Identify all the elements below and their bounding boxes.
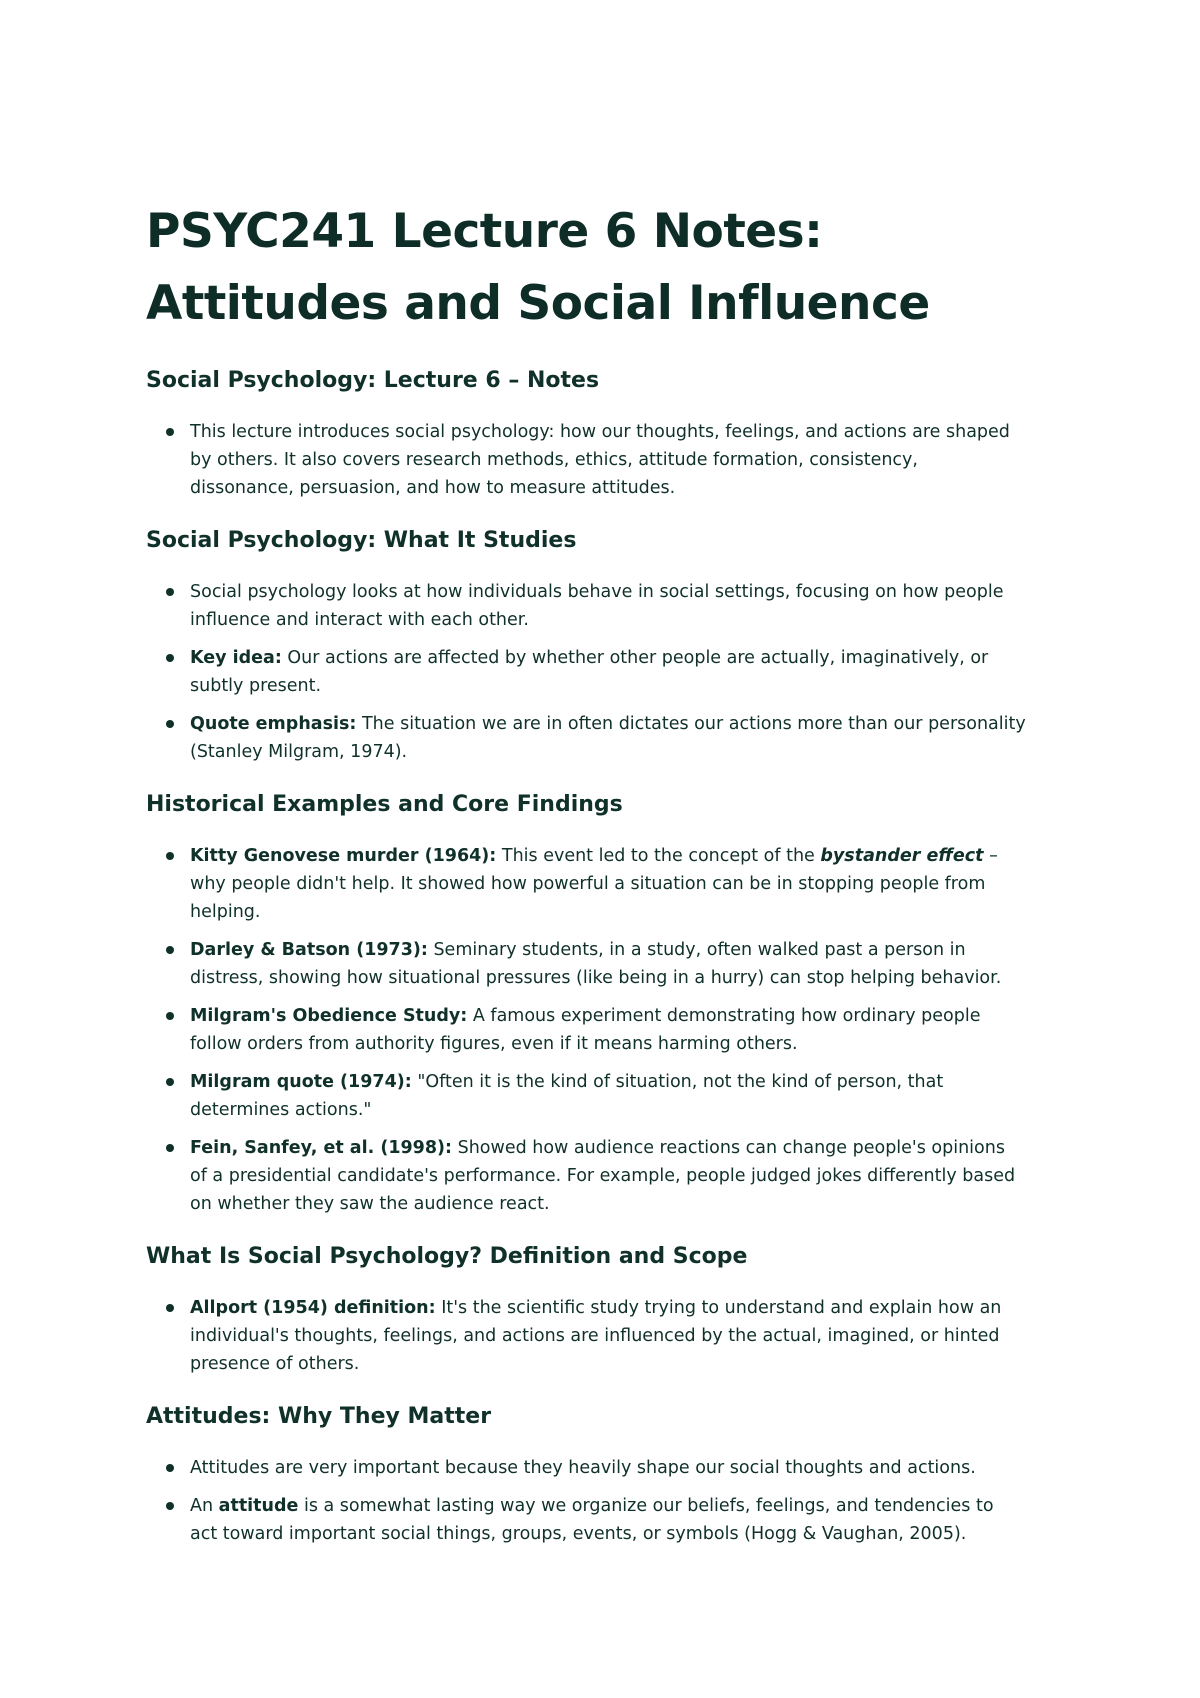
- bullet-icon: [166, 1304, 174, 1312]
- document-title: [146, 196, 1026, 340]
- list-item: [146, 1454, 1026, 1482]
- list-item: [146, 418, 1026, 502]
- item-term: Kitty Genovese murder (1964):: [190, 846, 497, 866]
- item-text: This event led to the concept of the: [496, 846, 821, 866]
- item-text: It's the scientific study trying to understand and explain how an individual's thoughts, feelings, and actions are influenced by the actual, imagined, or hinted presence of others.: [190, 1298, 1002, 1374]
- section-heading: What Is Social Psychology? Definition and Scope: [146, 1244, 748, 1269]
- document-title-line2: Attitudes and Social Influence: [146, 276, 930, 331]
- list-item: [146, 1492, 1026, 1548]
- item-term-emphasis: bystander effect: [820, 846, 984, 866]
- bullet-icon: [166, 654, 174, 662]
- item-term: Allport (1954) definition:: [190, 1298, 436, 1318]
- bullet-icon: [166, 428, 174, 436]
- bullet-list: [146, 1294, 1026, 1378]
- bullet-icon: [166, 1464, 174, 1472]
- item-text: "Often it is the kind of situation, not the kind of person, that determines actions.": [190, 1072, 944, 1120]
- item-text: This lecture introduces social psychology: how our thoughts, feelings, and actions are shaped by others. It also covers research methods, ethics, attitude formation, consistency, dissonance, persuasion, and how to measure attitudes.: [190, 422, 1010, 498]
- item-term: Quote emphasis:: [190, 714, 357, 734]
- bullet-list: [146, 842, 1026, 1218]
- bullet-icon: [166, 588, 174, 596]
- document-page: [146, 196, 1026, 1572]
- item-text: Showed how audience reactions can change people's opinions of a presidential candidate's performance. For example, people judged jokes differently based on whether they saw the audience react.: [190, 1138, 1016, 1214]
- list-item: [146, 710, 1026, 766]
- item-text: Seminary students, in a study, often walked past a person in distress, showing how situational pressures (like being in a hurry) can stop helping behavior.: [190, 940, 1002, 988]
- list-item: [146, 644, 1026, 700]
- item-text: The situation we are in often dictates our actions more than our personality (Stanley Milgram, 1974).: [190, 714, 1026, 762]
- item-term: Darley & Batson (1973):: [190, 940, 428, 960]
- section-heading: Historical Examples and Core Findings: [146, 792, 623, 817]
- item-text: A famous experiment demonstrating how ordinary people follow orders from authority figures, even if it means harming others.: [190, 1006, 981, 1054]
- item-term: Fein, Sanfey, et al. (1998):: [190, 1138, 453, 1158]
- list-item: [146, 1068, 1026, 1124]
- bullet-icon: [166, 1078, 174, 1086]
- item-prefix: An: [190, 1496, 219, 1516]
- item-term: attitude: [218, 1496, 299, 1516]
- list-item: [146, 1134, 1026, 1218]
- item-term: Milgram's Obedience Study:: [190, 1006, 468, 1026]
- section-heading: Attitudes: Why They Matter: [146, 1404, 492, 1429]
- bullet-icon: [166, 720, 174, 728]
- item-text-continued: – why people didn't help. It showed how powerful a situation can be in stopping people from helping.: [190, 846, 998, 922]
- list-item: [146, 578, 1026, 634]
- bullet-icon: [166, 946, 174, 954]
- item-text: is a somewhat lasting way we organize our beliefs, feelings, and tendencies to act toward important social things, groups, events, or symbols (Hogg & Vaughan, 2005).: [190, 1496, 994, 1544]
- item-text: Our actions are affected by whether other people are actually, imaginatively, or subtly present.: [190, 648, 989, 696]
- list-item: [146, 1294, 1026, 1378]
- list-item: [146, 842, 1026, 926]
- section-heading: Social Psychology: Lecture 6 – Notes: [146, 368, 600, 393]
- section-heading: Social Psychology: What It Studies: [146, 528, 577, 553]
- bullet-icon: [166, 852, 174, 860]
- item-term: Key idea:: [190, 648, 282, 668]
- bullet-icon: [166, 1502, 174, 1510]
- bullet-list: [146, 578, 1026, 766]
- list-item: [146, 1002, 1026, 1058]
- bullet-list: [146, 1454, 1026, 1548]
- item-text: Social psychology looks at how individuals behave in social settings, focusing on how people influence and interact with each other.: [190, 582, 1004, 630]
- list-item: [146, 936, 1026, 992]
- item-text: Attitudes are very important because they heavily shape our social thoughts and actions.: [190, 1458, 976, 1478]
- bullet-icon: [166, 1012, 174, 1020]
- document-title-line1: PSYC241 Lecture 6 Notes:: [146, 204, 823, 259]
- item-term: Milgram quote (1974):: [190, 1072, 412, 1092]
- bullet-list: [146, 418, 1026, 502]
- bullet-icon: [166, 1144, 174, 1152]
